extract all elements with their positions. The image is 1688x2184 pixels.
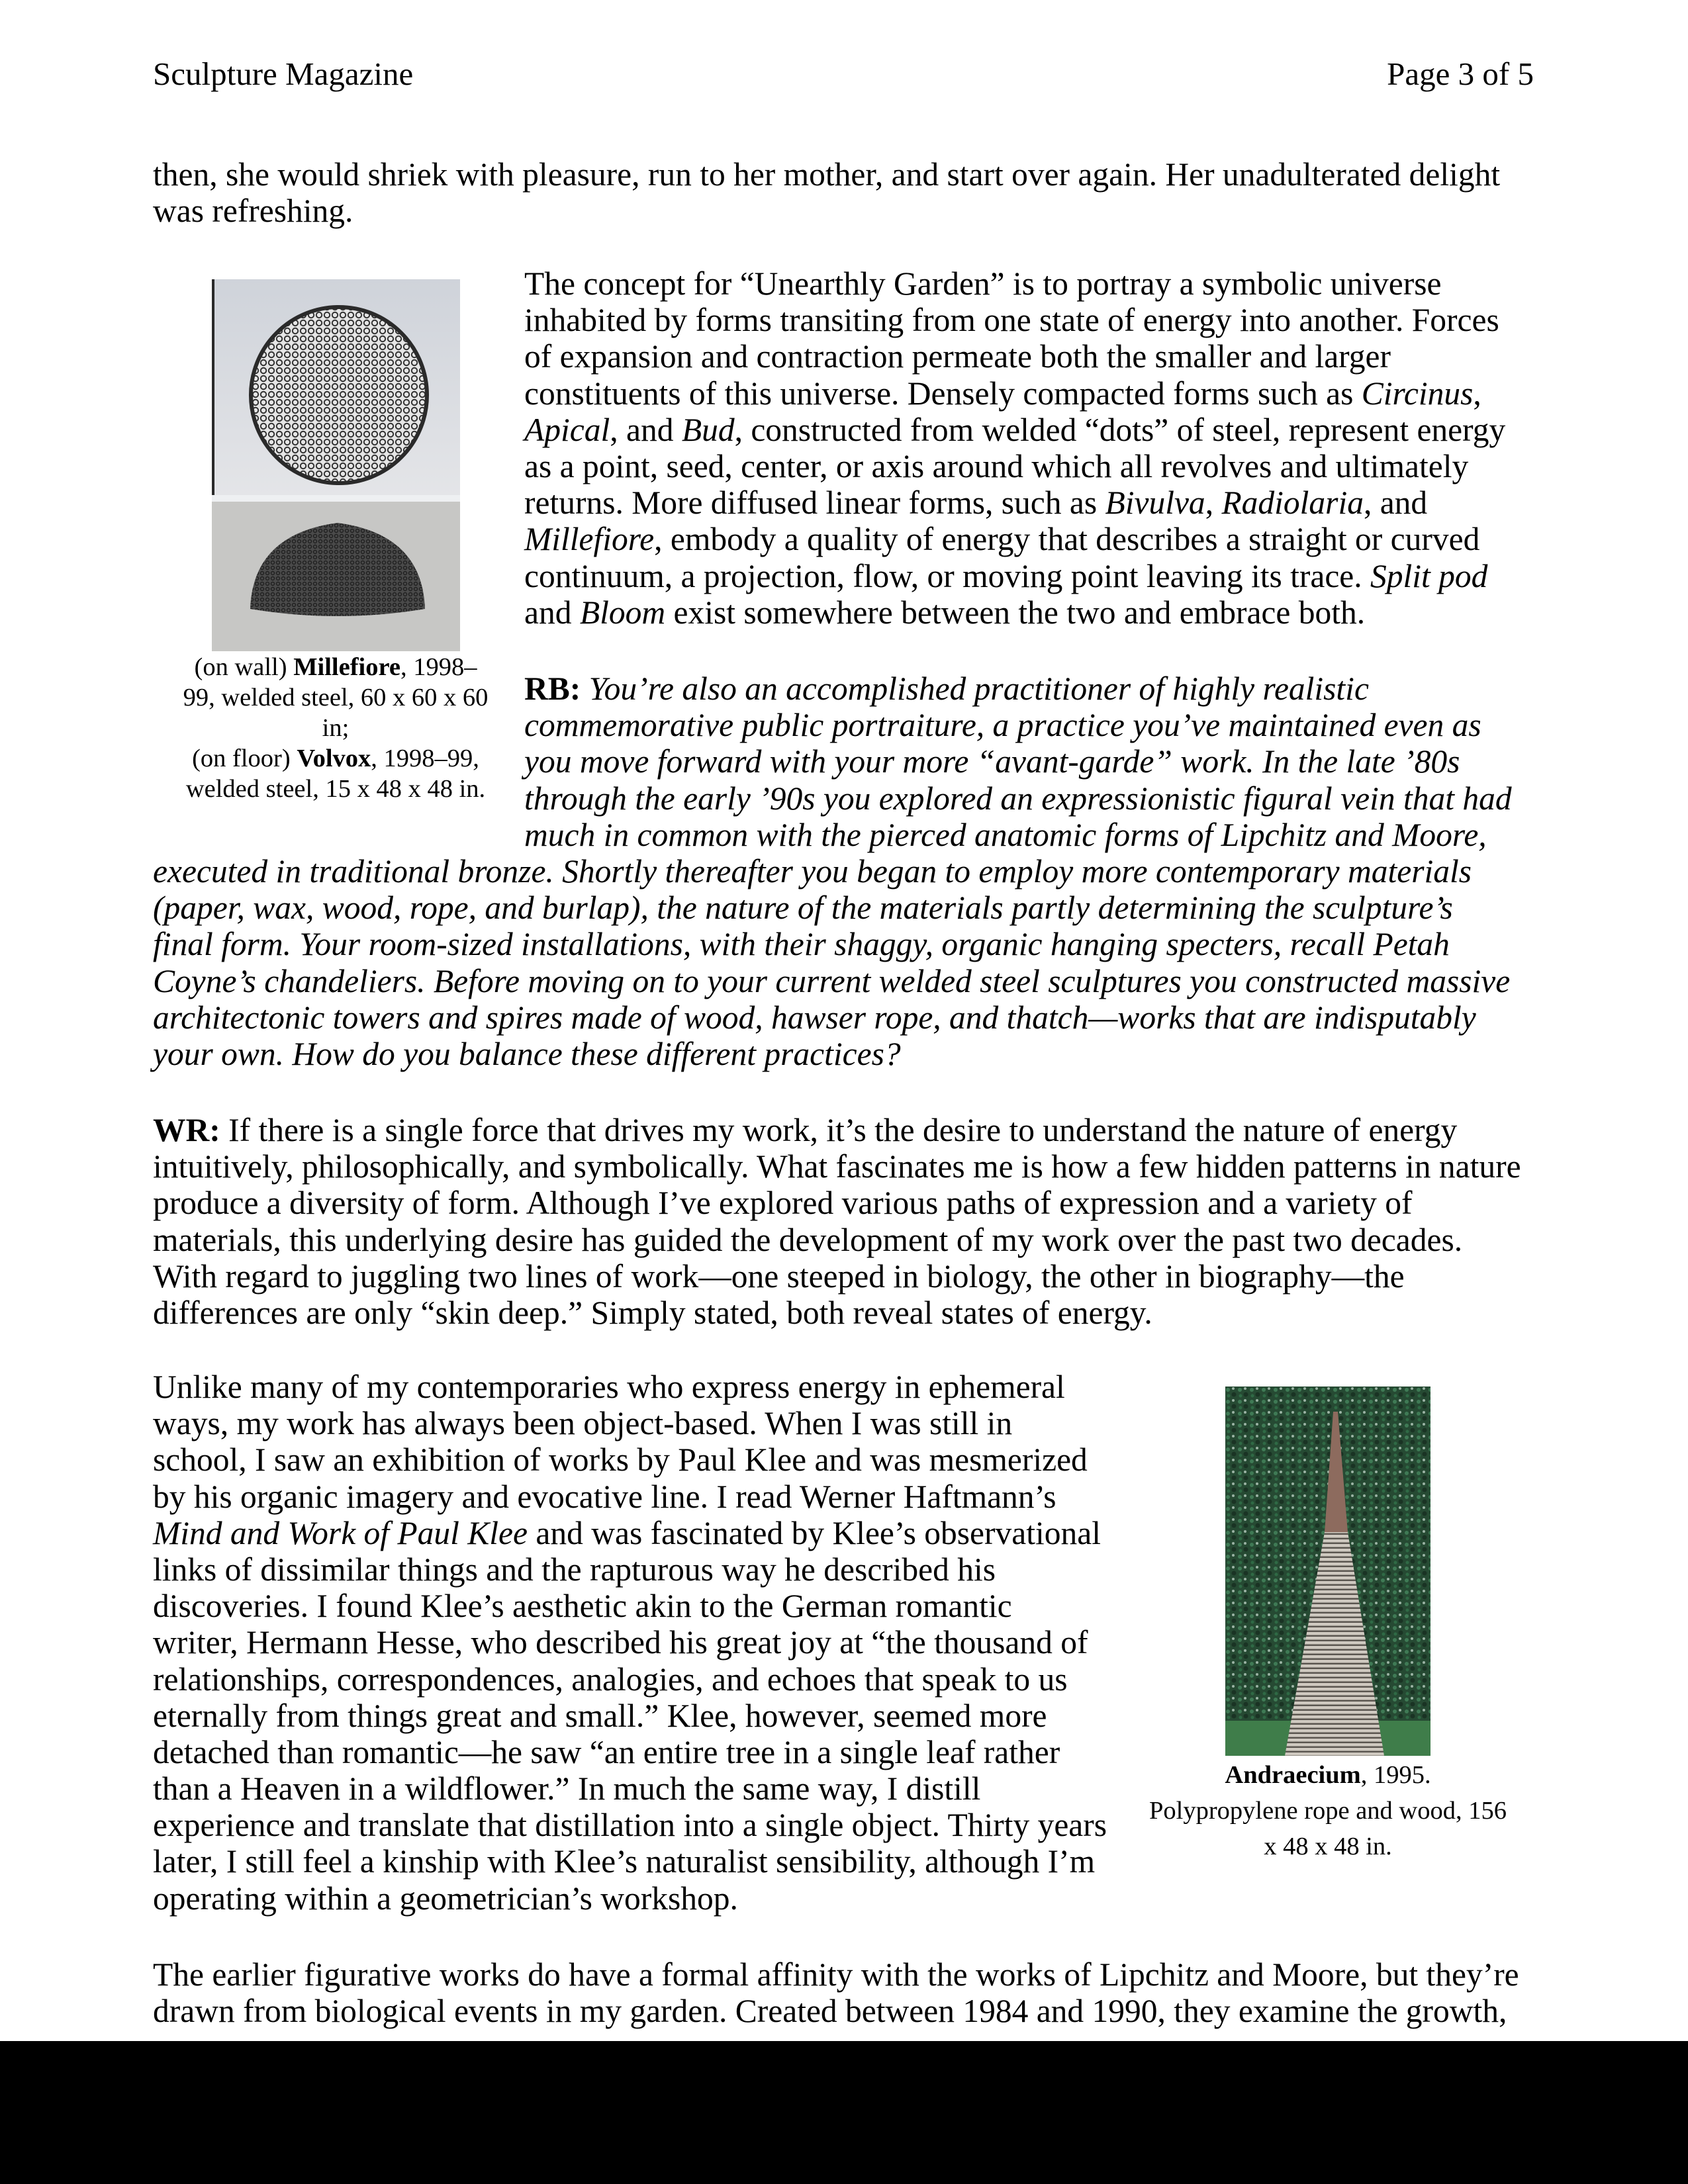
artwork-title: Millefiore [293, 653, 400, 681]
italic-title: Radiolaria [1221, 484, 1364, 522]
text-line: than a Heaven in a wildflower.” In much the same way, I distill [153, 1770, 981, 1807]
text-line: final form. Your room-sized installations, with their shaggy, organic hanging specters, recall Petah [153, 926, 1450, 963]
caption-line: 99, welded steel, 60 x 60 x 60 [183, 684, 489, 711]
bottom-black-bar [0, 2041, 1688, 2184]
italic-title: Bud [681, 411, 735, 448]
caption-line: welded steel, 15 x 48 x 48 in. [185, 775, 486, 803]
caption-line: (on wall) Millefiore, 1998– [194, 653, 477, 681]
text-line: Mind and Work of Paul Klee and was fascinated by Klee’s observational [153, 1514, 1101, 1551]
italic-title: Millefiore [524, 521, 655, 558]
andraecium-photo [1225, 1387, 1430, 1756]
rb-question-wide [153, 853, 1510, 1072]
text-line: The earlier figurative works do have a formal affinity with the works of Lipchitz and Moore, but they’re [153, 1956, 1519, 1993]
text-line: as a point, seed, center, or axis around which all revolves and ultimately [524, 447, 1469, 484]
italic-title: Circinus [1361, 375, 1474, 412]
figure1-caption [154, 652, 518, 804]
text-line: produce a diversity of form. Although I’ve explored various paths of expression and a variety of [153, 1185, 1413, 1222]
text-line: writer, Hermann Hesse, who described his great joy at “the thousand of [153, 1624, 1088, 1661]
italic-title: Apical [524, 411, 610, 448]
text-line: later, I still feel a kinship with Klee’s naturalist sensibility, although I’m [153, 1843, 1096, 1880]
text-line: Apical, and Bud, constructed from welded “dots” of steel, represent energy [524, 411, 1506, 448]
concept-paragraph [524, 265, 1505, 631]
text-line: eternally from things great and small.” Klee, however, seemed more [153, 1697, 1047, 1734]
text-line: Unlike many of my contemporaries who express energy in ephemeral [153, 1369, 1065, 1405]
caption-line: Polypropylene rope and wood, 156 [1149, 1797, 1507, 1825]
text-line: you move forward with your more “avant-garde” work. In the late ’80s [524, 743, 1460, 780]
text-line: The concept for “Unearthly Garden” is to portray a symbolic universe [524, 265, 1442, 302]
intro-paragraph [153, 156, 1500, 229]
text-line: discoveries. I found Klee’s aesthetic akin to the German romantic [153, 1588, 1012, 1625]
italic-title: Bloom [579, 594, 666, 631]
text-line: architectonic towers and spires made of wood, hawser rope, and thatch—works that are indisputably [153, 999, 1476, 1036]
text-line: (paper, wax, wood, rope, and burlap), the nature of the materials partly determining the sculpture’s [153, 889, 1453, 927]
text-line: links of dissimilar things and the rapturous way he described his [153, 1551, 996, 1588]
text-line: detached than romantic—he saw “an entire tree in a single leaf rather [153, 1733, 1060, 1770]
caption-line: (on floor) Volvox, 1998–99, [192, 745, 479, 772]
artwork-title: Andraecium [1225, 1761, 1361, 1789]
text-line: operating within a geometrician’s workshop. [153, 1880, 738, 1917]
text-line: differences are only “skin deep.” Simply stated, both reveal states of energy. [153, 1294, 1152, 1331]
text-line: was refreshing. [153, 193, 353, 230]
millefiore-photo [212, 279, 460, 651]
text-line: experience and translate that distillation into a single object. Thirty years [153, 1807, 1107, 1844]
text-line: continuum, a projection, flow, or moving point leaving its trace. Split pod [524, 557, 1488, 594]
text-line: WR: If there is a single force that drives my work, it’s the desire to understand the nature of energy [153, 1112, 1458, 1148]
text-line: drawn from biological events in my garden. Created between 1984 and 1990, they examine the growth, [153, 1993, 1507, 2030]
rb-question-narrow [524, 670, 1512, 853]
text-line: your own. How do you balance these different practices? [153, 1035, 901, 1072]
text-line: materials, this underlying desire has guided the development of my work over the past two decades. [153, 1221, 1463, 1258]
text-line: school, I saw an exhibition of works by Paul Klee and was mesmerized [153, 1441, 1088, 1479]
italic-title: Mind and Work of Paul Klee [153, 1514, 528, 1551]
klee-paragraph [153, 1369, 1107, 1917]
artwork-title: Volvox [297, 745, 371, 772]
text-line: then, she would shriek with pleasure, run to her mother, and start over again. Her unadulterated delight [153, 156, 1501, 193]
italic-title: Bivulva [1105, 484, 1205, 522]
caption-line: x 48 x 48 in. [1264, 1833, 1392, 1860]
text-line: much in common with the pierced anatomic forms of Lipchitz and Moore, [524, 816, 1487, 853]
caption-line: in; [322, 714, 350, 742]
caption-line: Andraecium, 1995. [1225, 1761, 1431, 1789]
text-line: through the early ’90s you explored an expressionistic figural vein that had [524, 780, 1512, 817]
page-indicator: Page 3 of 5 [1387, 56, 1534, 92]
text-line: and Bloom exist somewhere between the two and embrace both. [524, 594, 1366, 631]
sculpture-image-icon [212, 279, 460, 651]
italic-title: Split pod [1370, 557, 1488, 594]
text-line: Millefiore, embody a quality of energy that describes a straight or curved [524, 521, 1480, 558]
figure2-caption [1129, 1757, 1526, 1864]
text-line: inhabited by forms transiting from one state of energy into another. Forces [524, 302, 1499, 339]
wr-answer [153, 1112, 1521, 1331]
text-line: constituents of this universe. Densely compacted forms such as Circinus, [524, 375, 1481, 412]
text-line: returns. More diffused linear forms, such as Bivulva, Radiolaria, and [524, 484, 1428, 522]
final-paragraph [153, 1956, 1519, 2029]
text-line: RB: You’re also an accomplished practitioner of highly realistic [524, 670, 1369, 707]
text-line: With regard to juggling two lines of work—one steeped in biology, the other in biography—the [153, 1257, 1405, 1295]
text-line: intuitively, philosophically, and symbolically. What fascinates me is how a few hidden patterns in nature [153, 1148, 1521, 1185]
text-line: of expansion and contraction permeate both the smaller and larger [524, 338, 1391, 375]
speaker-label: RB: [524, 670, 581, 707]
publication-title: Sculpture Magazine [153, 56, 414, 92]
text-line: commemorative public portraiture, a practice you’ve maintained even as [524, 707, 1481, 744]
text-line: by his organic imagery and evocative line. I read Werner Haftmann’s [153, 1478, 1056, 1515]
speaker-label: WR: [153, 1112, 220, 1148]
text-line: ways, my work has always been object-based. When I was still in [153, 1405, 1013, 1442]
text-line: executed in traditional bronze. Shortly thereafter you began to employ more contemporary materials [153, 853, 1472, 889]
text-line: relationships, correspondences, analogies, and echoes that speak to us [153, 1661, 1068, 1698]
sculpture-image-icon [1225, 1387, 1430, 1756]
text-line: Coyne’s chandeliers. Before moving on to your current welded steel sculptures you constructed massive [153, 962, 1511, 999]
